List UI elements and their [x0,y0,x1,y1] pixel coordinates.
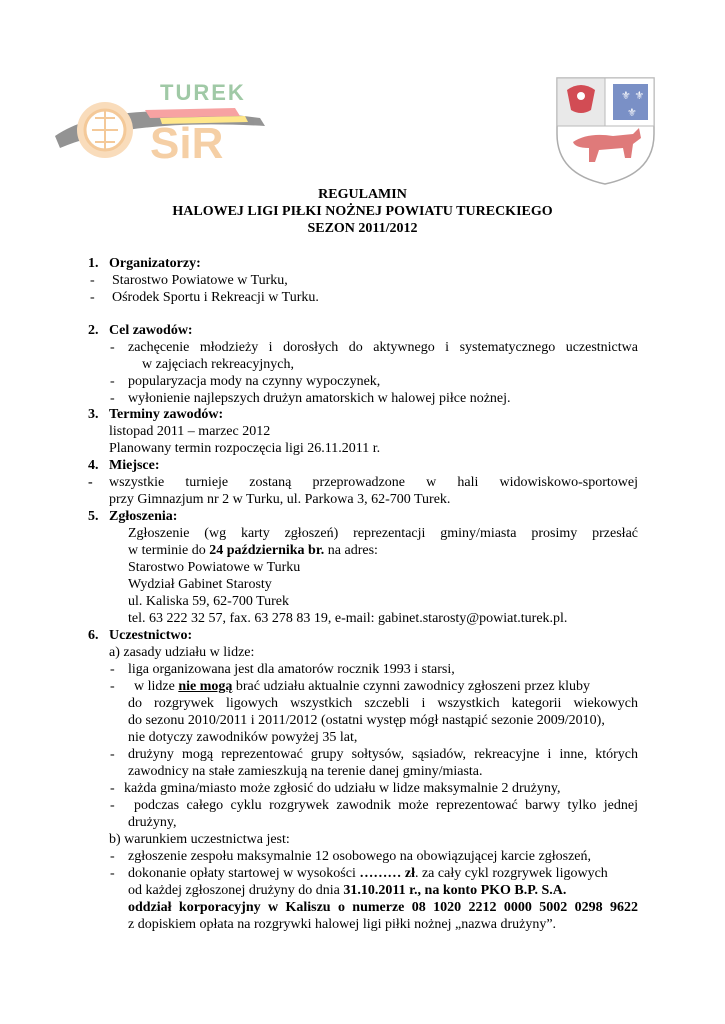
text-line: przy Gimnazjum nr 2 w Turku, ul. Parkowa 3, 62-700 Turek. [109,492,451,507]
section-5-number: 5. [88,509,99,524]
dash: - [110,391,115,406]
list-item-continuation: do sezonu 2010/2011 i 2011/2012 (ostatni występ mógł nastąpić sezonie 2009/2010), [128,713,605,728]
dash: - [110,747,115,762]
deadline-date: 24 października br. [209,543,325,558]
list-item-continuation: drużyny, [128,815,177,830]
text-line: listopad 2011 – marzec 2012 [109,424,271,439]
list-item-continuation: do rozgrywek ligowych wszystkich szczebli i wszystkich kategorii wiekowych [128,696,638,711]
osir-word: TUREK [160,80,246,105]
list-item: dokonanie opłaty startowej w wysokości ……… zł. za cały cykl rozgrywek ligowych [128,866,608,881]
dash: - [90,273,95,288]
dash: - [110,866,115,881]
list-item-continuation: zawodnicy na stałe zamieszkują na terenie danej gminy/miasta. [128,764,483,779]
dash: - [110,849,115,864]
section-2-title: Cel zawodów: [109,323,193,338]
subsection-b: b) warunkiem uczestnictwa jest: [109,832,290,847]
address-line: ul. Kaliska 59, 62-700 Turek [128,594,289,609]
svg-text:⚜ ⚜: ⚜ ⚜ [621,89,645,102]
title-line-2: HALOWEJ LIGI PIŁKI NOŻNEJ POWIATU TURECKIEGO [172,204,553,219]
text-line: Planowany termin rozpoczęcia ligi 26.11.2011 r. [109,441,381,456]
text-line: Zgłoszenie (wg karty zgłoszeń) reprezentacji gminy/miasta prosimy przesłać [128,526,638,541]
dash: - [110,781,115,796]
list-item: Starostwo Powiatowe w Turku, [112,273,288,288]
list-item: liga organizowana jest dla amatorów rocznik 1993 i starsi, [128,662,455,677]
address-line: Wydział Gabinet Starosty [128,577,272,592]
bank-account: oddział korporacyjny w Kaliszu o numerze 08 1020 2212 0000 5002 0298 9622 [128,900,638,915]
dash: - [110,374,115,389]
section-2-number: 2. [88,323,99,338]
list-item-continuation: w zajęciach rekreacyjnych, [142,357,294,372]
contact-line: tel. 63 222 32 57, fax. 63 278 83 19, e-mail: gabinet.starosty@powiat.turek.pl. [128,611,568,626]
section-4-title: Miejsce: [109,458,160,473]
section-6-number: 6. [88,628,99,643]
text-line: w terminie do 24 października br. na adres: [128,543,378,558]
section-6-title: Uczestnictwo: [109,628,193,643]
dash: - [90,290,95,305]
list-item: drużyny mogą reprezentować grupy sołtysów, sąsiadów, rekreacyjne i inne, których [128,747,638,762]
svg-text:⚜: ⚜ [627,106,637,119]
list-item-continuation: od każdej zgłoszonej drużyny do dnia 31.10.2011 r., na konto PKO B.P. S.A. [128,883,567,898]
dash: - [110,340,115,355]
payment-deadline: 31.10.2011 r., na konto PKO B.P. S.A. [343,883,567,898]
list-item: popularyzacja mody na czynny wypoczynek, [128,374,381,389]
list-item: zachęcenie młodzieży i dorosłych do aktywnego i systematycznego uczestnictwa [128,340,638,355]
svg-text:SiR: SiR [150,119,224,168]
coat-of-arms [553,74,658,186]
osir-logo [50,78,275,173]
list-item: każda gmina/miasto może zgłosić do udziału w lidze maksymalnie 2 drużyny, [124,781,561,796]
text-line: wszystkie turnieje zostaną przeprowadzone w hali widowiskowo-sportowej [109,475,638,490]
list-item: Ośrodek Sportu i Rekreacji w Turku. [112,290,319,305]
dash: - [110,798,115,813]
section-5-title: Zgłoszenia: [109,509,178,524]
list-item: w lidze nie mogą brać udziału aktualnie czynni zawodnicy zgłoszeni przez kluby [134,679,591,694]
section-3-number: 3. [88,407,99,422]
list-item: podczas całego cyklu rozgrywek zawodnik może reprezentować barwy tylko jednej [134,798,638,813]
title-line-1: REGULAMIN [318,187,407,202]
emphasis-not-allowed: nie mogą [178,679,233,694]
fee-amount: ……… zł [359,866,415,881]
dash: - [88,475,93,490]
list-item: zgłoszenie zespołu maksymalnie 12 osobowego na obowiązującej karcie zgłoszeń, [128,849,592,864]
dash: - [110,679,115,694]
section-3-title: Terminy zawodów: [109,407,224,422]
dash: - [110,662,115,677]
list-item-continuation: nie dotyczy zawodników powyżej 35 lat, [128,730,358,745]
list-item-continuation: z dopiskiem opłata na rozgrywki halowej ligi piłki nożnej „nazwa drużyny”. [128,917,557,932]
list-item: wyłonienie najlepszych drużyn amatorskich w halowej piłce nożnej. [128,391,511,406]
section-1-number: 1. [88,256,99,271]
section-1-title: Organizatorzy: [109,256,201,271]
title-line-3: SEZON 2011/2012 [307,221,418,236]
address-line: Starostwo Powiatowe w Turku [128,560,301,575]
subsection-a: a) zasady udziału w lidze: [109,645,255,660]
section-4-number: 4. [88,458,99,473]
